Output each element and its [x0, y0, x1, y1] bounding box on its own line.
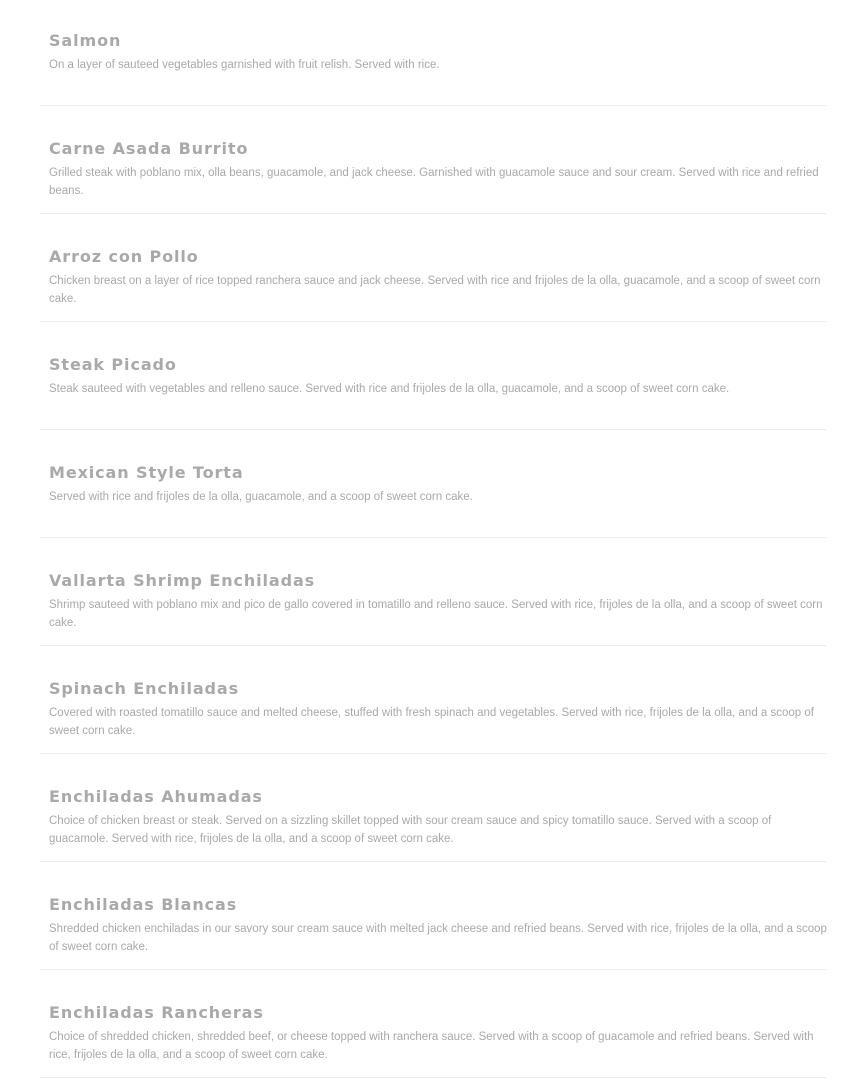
menu-item-title: Arroz con Pollo	[49, 247, 199, 266]
menu-item-title: Carne Asada Burrito	[49, 139, 249, 158]
menu-item[interactable]	[40, 970, 826, 1078]
menu-item[interactable]	[40, 862, 826, 970]
menu-item-title: Enchiladas Ahumadas	[49, 787, 263, 806]
menu-item-title: Enchiladas Blancas	[49, 895, 238, 914]
menu-item[interactable]	[40, 322, 826, 430]
menu-item-description: On a layer of sauteed vegetables garnished with fruit relish. Served with rice.	[49, 59, 440, 71]
menu-item-description: Chicken breast on a layer of rice topped ranchera sauce and jack cheese. Served with rice and frijoles de la olla, guacamole, and a scoop of sweet corn cake.	[49, 275, 821, 305]
menu-item-description: Choice of chicken breast or steak. Served on a sizzling skillet topped with sour cream sauce and spicy tomatillo sauce. Served with a scoop of guacamole. Served with rice, frijoles de la olla, and a scoop of sweet corn cake.	[49, 815, 772, 845]
menu-item-description: Grilled steak with poblano mix, olla beans, guacamole, and jack cheese. Garnished with guacamole sauce and sour cream. Served with rice and refried beans.	[49, 167, 819, 197]
menu-item[interactable]	[40, 646, 826, 754]
menu-item-description: Choice of shredded chicken, shredded beef, or cheese topped with ranchera sauce. Served with a scoop of guacamole and refried beans. Served with rice, frijoles de la olla, and a scoop of sweet corn cake.	[49, 1031, 814, 1061]
menu-item[interactable]	[40, 430, 826, 538]
menu-item-description: Served with rice and frijoles de la olla, guacamole, and a scoop of sweet corn cake.	[49, 491, 473, 503]
menu-item-title: Vallarta Shrimp Enchiladas	[49, 571, 316, 590]
menu-item[interactable]	[40, 538, 826, 646]
menu-item-title: Steak Picado	[49, 355, 177, 374]
menu-item[interactable]	[40, 0, 826, 106]
menu-item-title: Spinach Enchiladas	[49, 679, 240, 698]
menu-item[interactable]	[40, 754, 826, 862]
menu-item[interactable]	[40, 106, 826, 214]
menu-item-description: Shrimp sauteed with poblano mix and pico de gallo covered in tomatillo and relleno sauce. Served with rice, frijoles de la olla, and a scoop of sweet corn cake.	[49, 599, 823, 629]
menu-item-description: Steak sauteed with vegetables and relleno sauce. Served with rice and frijoles de la olla, guacamole, and a scoop of sweet corn cake.	[49, 383, 730, 395]
menu-item-title: Mexican Style Torta	[49, 463, 244, 482]
menu-item-title: Salmon	[49, 31, 122, 50]
menu-item-title: Enchiladas Rancheras	[49, 1003, 264, 1022]
menu-item[interactable]	[40, 214, 826, 322]
menu-item-description: Shredded chicken enchiladas in our savory sour cream sauce with melted jack cheese and refried beans. Served with rice, frijoles de la olla, and a scoop of sweet corn cake.	[49, 923, 827, 953]
menu-item-description: Covered with roasted tomatillo sauce and melted cheese, stuffed with fresh spinach and vegetables. Served with rice, frijoles de la olla, and a scoop of sweet corn cake.	[49, 707, 814, 737]
